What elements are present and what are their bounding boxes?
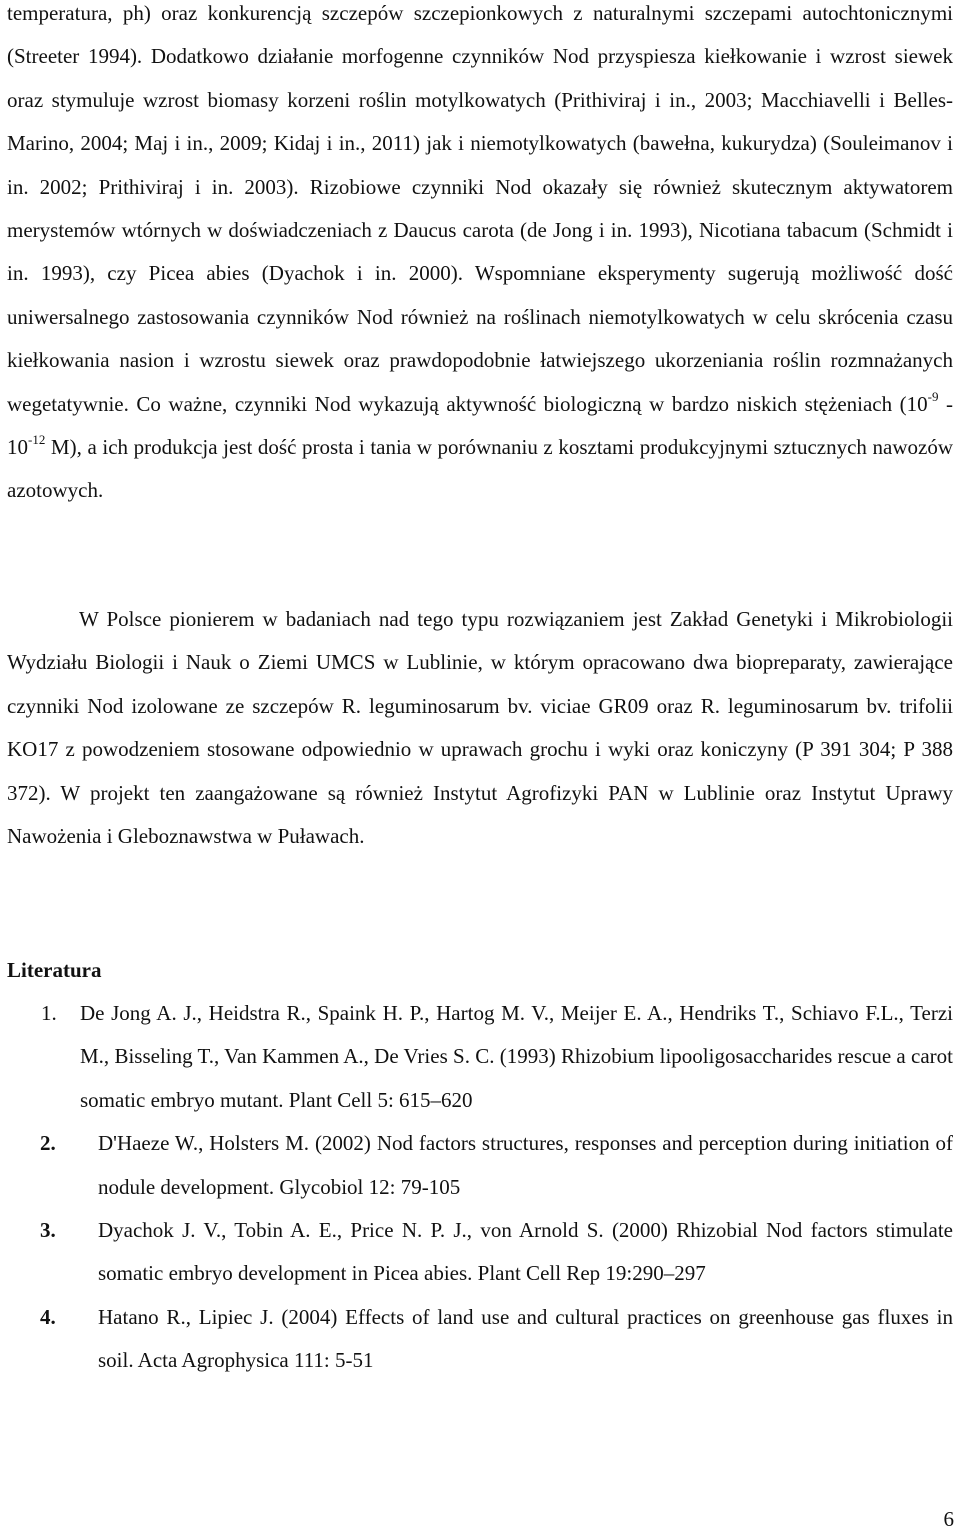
body-paragraph-2: W Polsce pionierem w badaniach nad tego typu rozwiązaniem jest Zakład Genetyki i Mikrobiologii Wydziału Biologii i Nauk o Ziemi UMCS w Lublinie, w którym opracowano dwa biopreparaty, zawierające czynniki Nod izolowane ze szczepów R. leguminosarum bv. viciae GR09 oraz R. leguminosarum bv. trifolii KO17 z powodzeniem stosowane odpowiednio w uprawach grochu i wyki oraz koniczyny (P 391 304; P 388 372). W projekt ten zaangażowane są również Instytut Agrofizyki PAN w Lublinie oraz Instytut Uprawy Nawożenia i Gleboznawstwa w Puławach. bbox=[7, 607, 953, 849]
body-paragraph-1 bbox=[7, 0, 953, 513]
paragraph-1-text-end: M), a ich produkcja jest dość prosta i tania w porównaniu z kosztami produkcyjnymi sztucznych nawozów azotowych. bbox=[7, 435, 953, 503]
references-list bbox=[7, 992, 953, 1383]
reference-text: D'Haeze W., Holsters M. (2002) Nod factors structures, responses and perception during initiation of nodule development. Glycobiol 12: 79-105 bbox=[98, 1131, 953, 1199]
reference-number: 2. bbox=[40, 1131, 56, 1156]
exponent-minus-9: -9 bbox=[927, 388, 939, 404]
reference-number: 1. bbox=[41, 1001, 57, 1025]
reference-item bbox=[7, 1122, 953, 1209]
reference-text: Dyachok J. V., Tobin A. E., Price N. P. J., von Arnold S. (2000) Rhizobial Nod factors stimulate somatic embryo development in Picea abies. Plant Cell Rep 19:290–297 bbox=[98, 1218, 953, 1286]
references-heading: Literatura bbox=[7, 958, 102, 982]
reference-item bbox=[7, 992, 953, 1122]
reference-number: 3. bbox=[40, 1218, 56, 1243]
reference-number: 4. bbox=[40, 1304, 56, 1329]
reference-text: De Jong A. J., Heidstra R., Spaink H. P., Hartog M. V., Meijer E. A., Hendriks T., Schiavo F.L., Terzi M., Bisseling T., Van Kammen A., De Vries S. C. (1993) Rhizobium lipooligosaccharides rescue a carot somatic embryo mutant. Plant Cell 5: 615–620 bbox=[80, 1001, 953, 1112]
reference-item bbox=[7, 1296, 953, 1383]
reference-item bbox=[7, 1209, 953, 1296]
page-number: 6 bbox=[943, 1507, 954, 1531]
paragraph-1-text-cont: - 10 bbox=[7, 391, 953, 460]
exponent-minus-12: -12 bbox=[28, 432, 46, 448]
reference-text: Hatano R., Lipiec J. (2004) Effects of land use and cultural practices on greenhouse gas fluxes in soil. Acta Agrophysica 111: 5-51 bbox=[98, 1304, 953, 1373]
paragraph-1-text: temperatura, ph) oraz konkurencją szczepów szczepionkowych z naturalnymi szczepami autochtonicznymi (Streeter 1994). Dodatkowo działanie morfogenne czynników Nod przyspiesza kiełkowanie i wzrost siewek oraz stymuluje wzrost biomasy korzeni roślin motylkowatych (Prithiviraj i in., 2003; Macchiavelli i Belles-Marino, 2004; Maj i in., 2009; Kidaj i in., 2011) jak i niemotylkowatych (bawełna, kukurydza) (Souleimanov i in. 2002; Prithiviraj i in. 2003). Rizobiowe czynniki Nod okazały się również skutecznym aktywatorem merystemów wtórnych w doświadczeniach z Daucus carota (de Jong i in. 1993), Nicotiana tabacum (Schmidt i in. 1993), czy Picea abies (Dyachok i in. 2000). Wspomniane eksperymenty sugerują możliwość dość uniwersalnego zastosowania czynników Nod również na roślinach niemotylkowatych w celu skrócenia czasu kiełkowania nasion i wzrostu siewek oraz prawdopodobnie łatwiejszego ukorzeniania roślin rozmnażanych wegetatywnie. Co ważne, czynniki Nod wykazują aktywność biologiczną w bardzo niskich stężeniach (10 bbox=[7, 1, 953, 416]
